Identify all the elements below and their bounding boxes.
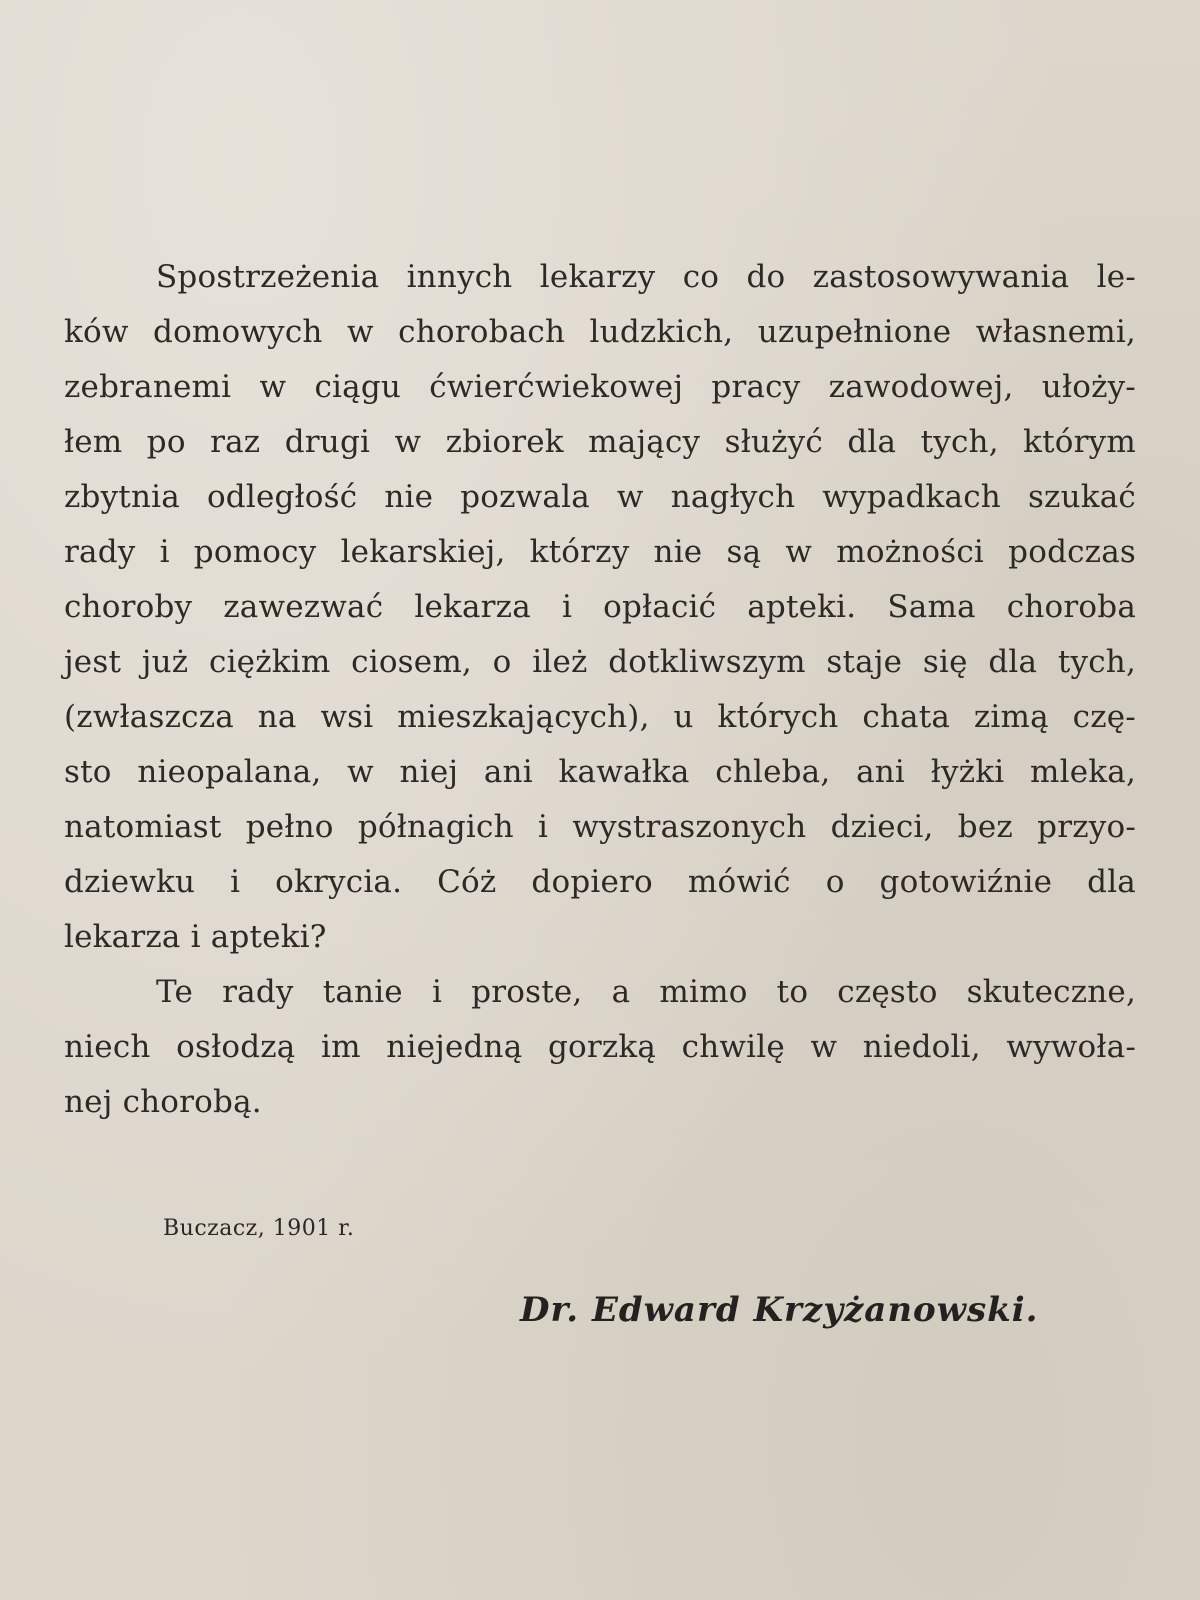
author-signature: Dr. Edward Krzyżanowski.: [520, 1290, 1039, 1330]
place-and-date: Buczacz, 1901 r.: [163, 1216, 355, 1241]
text-line: nej chorobą.: [64, 1084, 262, 1120]
text-line: Te rady tanie i proste, a mimo to często skuteczne,: [156, 974, 1136, 1010]
text-line: natomiast pełno półnagich i wystraszonych dzieci, bez przyo-: [64, 809, 1136, 845]
text-line: (zwłaszcza na wsi mieszkających), u których chata zimą czę-: [64, 699, 1136, 735]
text-line: Spostrzeżenia innych lekarzy co do zastosowywania le-: [156, 259, 1136, 295]
text-line: choroby zawezwać lekarza i opłacić apteki. Sama choroba: [64, 589, 1136, 625]
text-line: rady i pomocy lekarskiej, którzy nie są w możności podczas: [64, 534, 1136, 570]
text-line: łem po raz drugi w zbiorek mający służyć dla tych, którym: [64, 424, 1136, 460]
text-line: lekarza i apteki?: [64, 919, 327, 955]
text-line: niech osłodzą im niejedną gorzką chwilę w niedoli, wywoła-: [64, 1029, 1136, 1065]
text-line: dziewku i okrycia. Cóż dopiero mówić o gotowiźnie dla: [64, 864, 1136, 900]
text-line: sto nieopalana, w niej ani kawałka chleba, ani łyżki mleka,: [64, 754, 1136, 790]
text-line: ków domowych w chorobach ludzkich, uzupełnione własnemi,: [64, 314, 1136, 350]
text-line: jest już ciężkim ciosem, o ileż dotkliwszym staje się dla tych,: [64, 644, 1136, 680]
text-line: zbytnia odległość nie pozwala w nagłych wypadkach szukać: [64, 479, 1136, 515]
preface-text: [64, 250, 1136, 1130]
text-line: zebranemi w ciągu ćwierćwiekowej pracy zawodowej, ułoży-: [64, 369, 1136, 405]
